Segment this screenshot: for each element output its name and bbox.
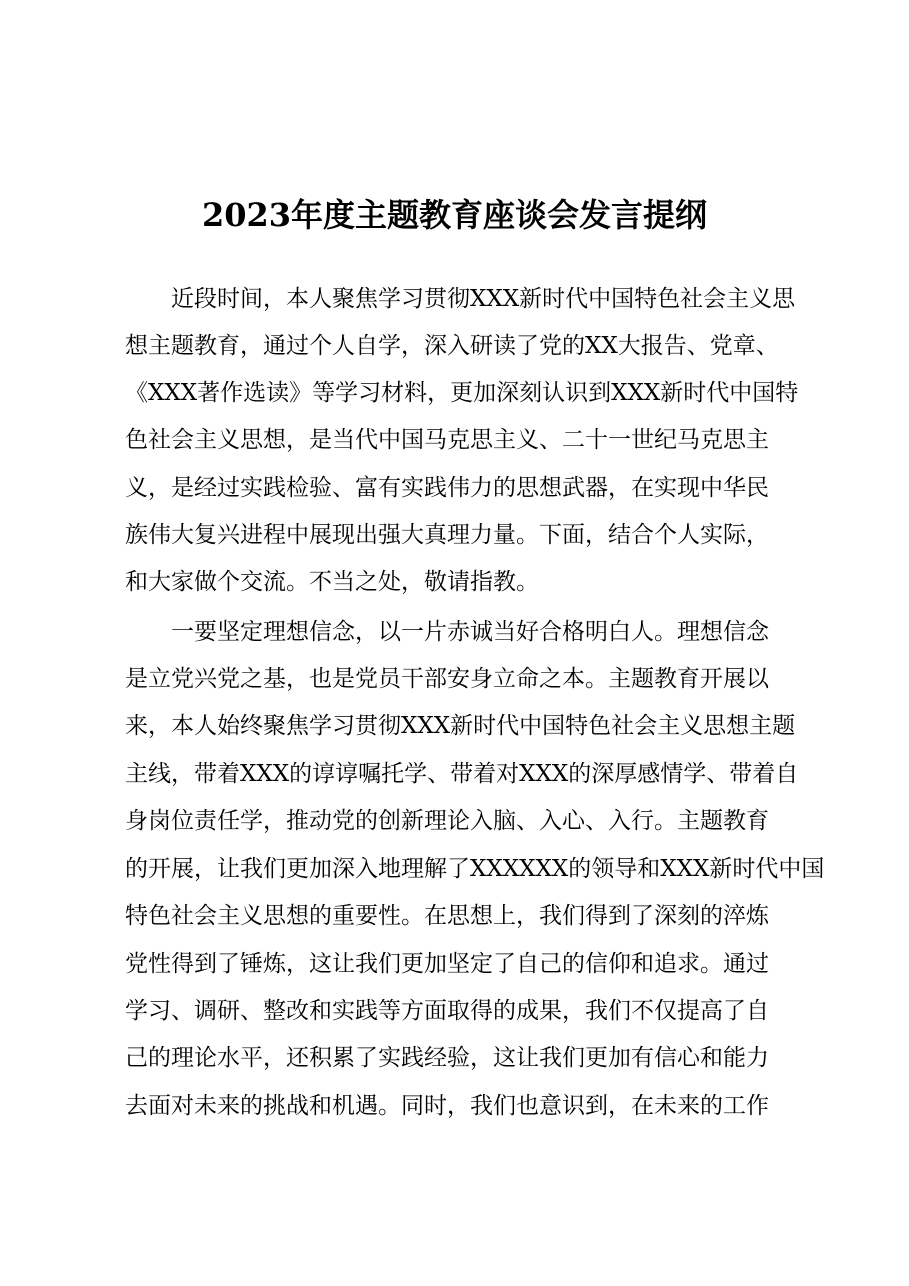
paragraph-line: 和大家做个交流。不当之处，敬请指教。 xyxy=(125,569,539,595)
paragraph-line: 《XXX著作选读》等学习材料，更加深刻认识到XXX新时代中国特 xyxy=(125,380,799,406)
paragraph-line: 来，本人始终聚焦学习贯彻XXX新时代中国特色社会主义思想主题 xyxy=(125,713,796,739)
paragraph-line: 学习、调研、整改和实践等方面取得的成果，我们不仅提高了自 xyxy=(125,998,769,1024)
paragraph-line: 义，是经过实践检验、富有实践伟力的思想武器，在实现中华民 xyxy=(125,475,769,501)
paragraph-line: 主线，带着XXX的谆谆嘱托学、带着对XXX的深厚感情学、带着自 xyxy=(125,761,799,787)
paragraph-line: 身岗位责任学，推动党的创新理论入脑、入心、入行。主题教育 xyxy=(125,808,769,834)
paragraph-line: 是立党兴党之基，也是党员干部安身立命之本。主题教育开展以 xyxy=(125,666,769,692)
paragraph-line: 族伟大复兴进程中展现出强大真理力量。下面，结合个人实际， xyxy=(125,522,769,548)
paragraph-line: 特色社会主义思想的重要性。在思想上，我们得到了深刻的淬炼 xyxy=(125,903,769,929)
document-title: 2023年度主题教育座谈会发言提纲 xyxy=(201,196,708,234)
paragraph-line: 己的理论水平，还积累了实践经验，这让我们更加有信心和能力 xyxy=(125,1045,769,1071)
paragraph-line: 色社会主义思想，是当代中国马克思主义、二十一世纪马克思主 xyxy=(125,427,769,453)
paragraph-line: 去面对未来的挑战和机遇。同时，我们也意识到，在未来的工作 xyxy=(125,1093,769,1119)
paragraph-line: 的开展，让我们更加深入地理解了XXXXXX的领导和XXX新时代中国 xyxy=(125,856,825,882)
paragraph-line: 党性得到了锤炼，这让我们更加坚定了自己的信仰和追求。通过 xyxy=(125,951,769,977)
paragraph-line: 一要坚定理想信念，以一片赤诚当好合格明白人。理想信念 xyxy=(171,619,769,645)
paragraph-line: 近段时间，本人聚焦学习贯彻XXX新时代中国特色社会主义思 xyxy=(171,286,796,312)
paragraph-line: 想主题教育，通过个人自学，深入研读了党的XX大报告、党章、 xyxy=(125,333,779,359)
